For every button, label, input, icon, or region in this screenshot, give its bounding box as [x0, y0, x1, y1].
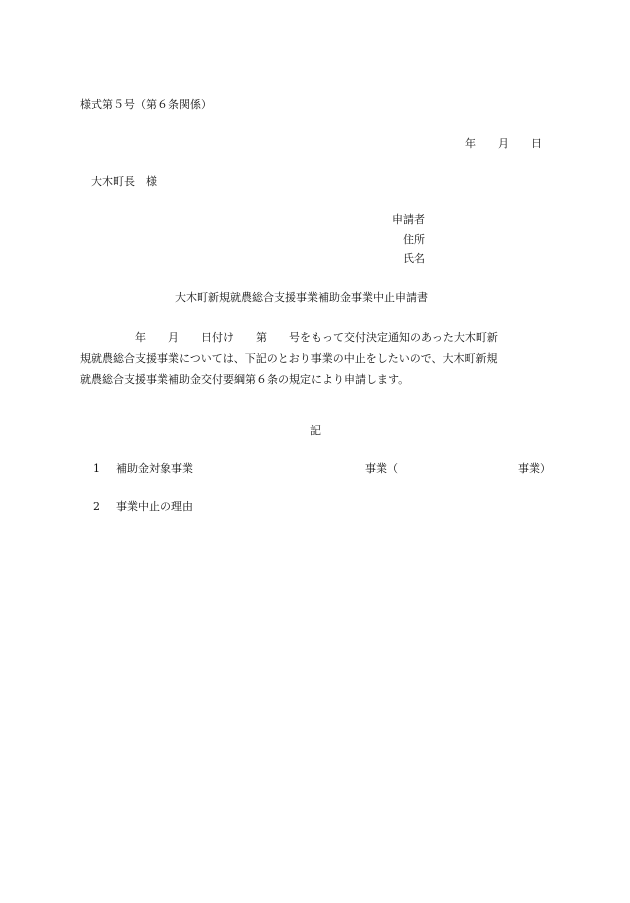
applicant-title: 申請者 [392, 213, 425, 226]
body-line-1: 年 月 日付け 第 号をもって交付決定通知のあった大木町新 [80, 331, 498, 344]
item-1-label: 補助金対象事業 [116, 462, 193, 475]
item-1-value-suffix: 事業） [518, 462, 551, 475]
applicant-address-label: 住所 [403, 233, 425, 246]
ki-heading: 記 [310, 424, 321, 437]
body-line-2: 規就農総合支援事業については、下記のとおり事業の中止をしたいので、大木町新規 [80, 352, 498, 365]
item-2-number: 2 [93, 500, 100, 513]
document-title: 大木町新規就農総合支援事業補助金事業中止申請書 [175, 291, 428, 304]
date-line: 年 月 日 [465, 137, 542, 150]
item-1-value-prefix: 事業（ [365, 462, 398, 475]
addressee: 大木町長 様 [91, 175, 157, 188]
body-line-3: 就農総合支援事業補助金交付要綱第６条の規定により申請します。 [80, 373, 410, 386]
item-1-number: 1 [93, 462, 100, 475]
form-number: 様式第５号（第６条関係） [80, 98, 212, 111]
item-2-label: 事業中止の理由 [116, 500, 193, 513]
body-paragraph [80, 327, 550, 390]
applicant-name-label: 氏名 [403, 252, 425, 265]
